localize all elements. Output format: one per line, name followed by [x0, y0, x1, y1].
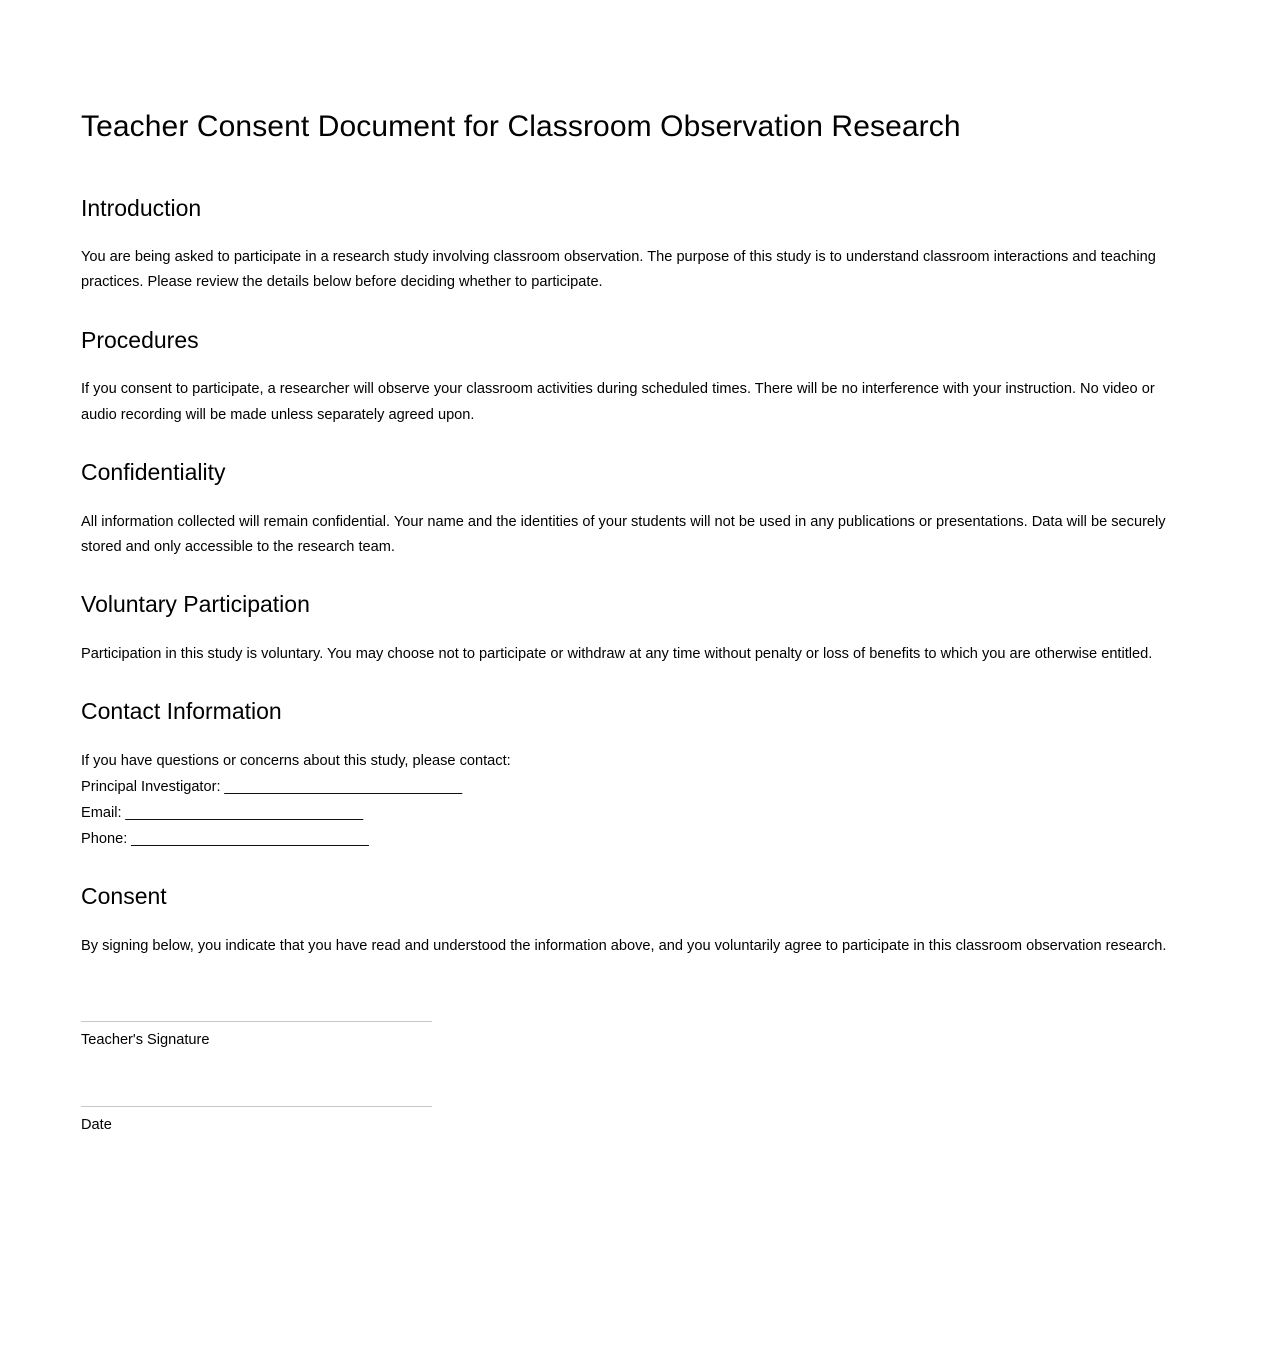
contact-intro-text: If you have questions or concerns about this study, please contact: — [81, 752, 511, 769]
signature-block — [81, 1021, 1175, 1137]
contact-blank-phone[interactable]: ______________________________ — [127, 830, 369, 847]
section-body-procedures: If you consent to participate, a researcher will observe your classroom activities during scheduled times. There will be no interference with your instruction. No video or audio recording will be made unless separately agreed upon. — [81, 381, 1155, 423]
contact-field-email — [81, 801, 1175, 827]
section-heading-procedures: Procedures — [81, 326, 199, 353]
teacher-signature-label: Teacher's Signature — [81, 1032, 210, 1049]
contact-field-principal-investigator — [81, 775, 1175, 801]
section-body-introduction: You are being asked to participate in a research study involving classroom observation. The purpose of this study is to understand classroom interactions and teaching practices. Please review the details below before deciding whether to participate. — [81, 249, 1156, 291]
signature-group-date — [81, 1106, 1175, 1137]
contact-field-phone — [81, 827, 1175, 853]
section-procedures — [81, 326, 1175, 428]
contact-label-email: Email: — [81, 804, 122, 821]
section-confidentiality — [81, 458, 1175, 560]
signature-group-teacher — [81, 1021, 1175, 1052]
date-rule — [81, 1106, 432, 1107]
contact-blank-email[interactable]: ______________________________ — [121, 804, 363, 821]
section-heading-confidentiality: Confidentiality — [81, 458, 226, 485]
teacher-signature-rule — [81, 1021, 432, 1022]
section-introduction — [81, 194, 1175, 296]
contact-details — [81, 749, 1175, 853]
section-heading-voluntary-participation: Voluntary Participation — [81, 590, 310, 617]
section-body-voluntary-participation: Participation in this study is voluntary. You may choose not to participate or withdraw at any time without penalty or loss of benefits to which you are otherwise entitled. — [81, 645, 1153, 662]
section-contact-information — [81, 697, 1175, 853]
section-consent — [81, 882, 1175, 959]
section-heading-consent: Consent — [81, 883, 167, 910]
section-heading-introduction: Introduction — [81, 194, 202, 221]
contact-label-principal-investigator: Principal Investigator: — [81, 778, 221, 795]
section-voluntary-participation — [81, 590, 1175, 667]
contact-blank-principal-investigator[interactable]: ______________________________ — [220, 778, 462, 795]
section-body-consent: By signing below, you indicate that you have read and understood the information above, and you voluntarily agree to participate in this classroom observation research. — [81, 938, 1167, 955]
section-heading-contact-information: Contact Information — [81, 697, 282, 724]
section-body-confidentiality: All information collected will remain confidential. Your name and the identities of your students will not be used in any publications or presentations. Data will be securely stored and only accessible to the research team. — [81, 513, 1166, 555]
contact-label-phone: Phone: — [81, 830, 128, 847]
date-label: Date — [81, 1117, 112, 1134]
page-title: Teacher Consent Document for Classroom Observation Research — [81, 110, 961, 143]
